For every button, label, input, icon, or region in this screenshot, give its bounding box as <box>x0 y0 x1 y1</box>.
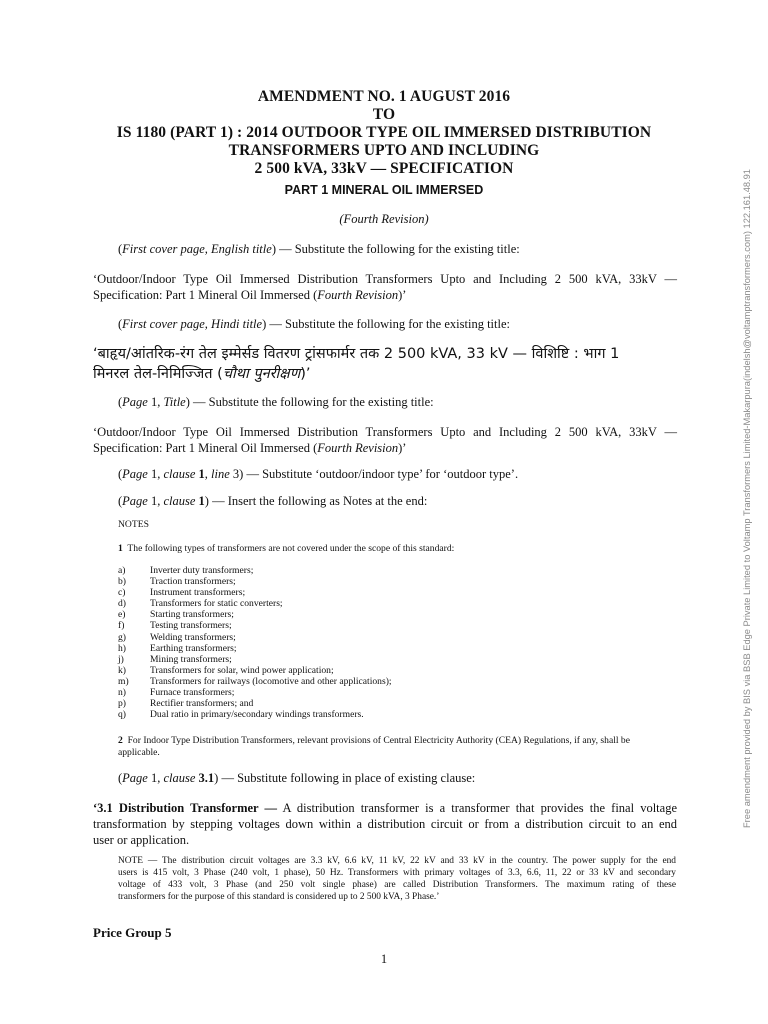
definition-line-3: user or application. <box>93 833 190 847</box>
item-letter: d) <box>118 598 126 610</box>
note-2 <box>118 735 676 747</box>
english-title-line-1: ‘Outdoor/Indoor Type Oil Immersed Distribution Transformers Upto and Including 2 500 kVA, 33kV — <box>93 272 677 286</box>
text: )’ <box>398 441 407 455</box>
amendment-title <box>0 88 768 178</box>
ref-clause-num: 1 <box>198 494 205 508</box>
title-line: AMENDMENT NO. 1 AUGUST 2016 <box>257 88 511 105</box>
part-subtitle: PART 1 MINERAL OIL IMMERSED <box>284 183 484 197</box>
item-letter: m) <box>118 675 129 687</box>
page1-title-line-2 <box>93 440 677 456</box>
item-letter: c) <box>118 587 126 599</box>
definition-line-2: transformation by stepping voltages down within a distribution circuit or from a distribution circuit to an end <box>93 817 677 831</box>
ref-num: 1, <box>147 467 164 481</box>
instruction-page1-title: (Page 1, Title) — Substitute the following for the existing title: <box>118 395 434 409</box>
text: )’ <box>398 288 407 302</box>
ref-clause: clause <box>163 494 196 508</box>
item-text: Starting transformers; <box>150 609 234 621</box>
item-letter: g) <box>118 631 126 643</box>
text: )’ <box>300 366 311 382</box>
note-1 <box>118 543 454 555</box>
item-letter: a) <box>118 565 126 576</box>
item-text: Earthing transformers; <box>150 642 237 654</box>
definition-note-line-4: transformers for the purpose of this standard is considered up to 2 500 kVA, 3 Phase.’ <box>118 892 440 902</box>
instruction-text: — Substitute the following for the existing title: <box>189 395 434 409</box>
item-letter: b) <box>118 576 126 588</box>
revision-label: (Fourth Revision) <box>339 212 429 226</box>
note-text: The following types of transformers are not covered under the scope of this standard: <box>127 543 455 554</box>
ref-label: Title <box>163 395 186 409</box>
ref-page: Page <box>122 494 148 508</box>
page1-title-line-1: ‘Outdoor/Indoor Type Oil Immersed Distribution Transformers Upto and Including 2 500 kVA, 33kV — <box>93 425 677 439</box>
item-text: Dual ratio in primary/secondary windings transformers. <box>150 709 364 721</box>
ref-page: Page <box>122 395 148 409</box>
text: मिनरल तेल-निमिज्जित ( <box>93 366 223 382</box>
ref-page: Page <box>122 771 148 785</box>
item-text: Furnace transformers; <box>150 687 235 699</box>
ref-num: 1, <box>147 395 164 409</box>
item-text: Transformers for solar, wind power application; <box>150 664 334 676</box>
item-text: Transformers for static converters; <box>150 598 283 610</box>
item-text: Rectifier transformers; and <box>150 698 254 710</box>
instruction-english-title: (First cover page, English title) — Substitute the following for the existing title: <box>118 242 520 256</box>
definition-line-1 <box>93 800 677 816</box>
ref-num: 1, <box>147 771 164 785</box>
note-number: 1 <box>118 543 123 554</box>
instruction-hindi-title: (First cover page, Hindi title) — Substitute the following for the existing title: <box>118 317 510 331</box>
note-2-continuation: applicable. <box>118 747 160 758</box>
item-letter: p) <box>118 698 126 710</box>
ref-clause-num: 3.1 <box>198 771 215 785</box>
ref-page: Page <box>122 467 148 481</box>
instruction-text: — Substitute the following for the existing title: <box>266 317 510 331</box>
ref-clause: clause <box>163 771 196 785</box>
item-text: Mining transformers; <box>150 653 232 665</box>
revision-text: Fourth Revision <box>317 441 399 455</box>
page-number: 1 <box>380 952 388 966</box>
item-letter: h) <box>118 642 126 654</box>
title-line: TRANSFORMERS UPTO AND INCLUDING <box>228 142 540 159</box>
item-letter: q) <box>118 709 126 721</box>
title-line: TO <box>372 106 396 123</box>
item-text: Testing transformers; <box>150 620 232 632</box>
note-number: 2 <box>118 735 123 746</box>
instruction-clause1-line3: (Page 1, clause 1, line 3) — Substitute ‘outdoor/indoor type’ for ‘outdoor type’. <box>118 467 519 481</box>
instruction-text: — Insert the following as Notes at the end: <box>208 494 428 508</box>
ref-line: line <box>211 467 230 481</box>
title-line: IS 1180 (PART 1) : 2014 OUTDOOR TYPE OIL IMMERSED DISTRIBUTION <box>116 124 652 141</box>
item-letter: f) <box>118 620 125 632</box>
notes-heading: NOTES <box>118 519 149 530</box>
definition-note-line-1: NOTE — The distribution circuit voltages are 3.3 kV, 6.6 kV, 11 kV, 22 kV and 33 kV in the country. The power supply for the end <box>118 856 676 866</box>
item-text: Welding transformers; <box>150 631 236 643</box>
instruction-text: — Substitute the following for the existing title: <box>275 242 520 256</box>
item-text: Traction transformers; <box>150 576 236 588</box>
note-text: For Indoor Type Distribution Transformers, relevant provisions of Central Electricity Authority (CEA) Regulations, if any, shall be <box>127 735 630 746</box>
item-text: Inverter duty transformers; <box>150 565 254 576</box>
price-group: Price Group 5 <box>93 925 172 940</box>
instruction-clause31: (Page 1, clause 3.1) — Substitute following in place of existing clause: <box>118 771 476 785</box>
text: Specification: Part 1 Mineral Oil Immersed ( <box>93 441 318 455</box>
revision-text: चौथा पुनरीक्षण <box>222 366 301 382</box>
ref-num: 1, <box>147 494 164 508</box>
text: Specification: Part 1 Mineral Oil Immersed ( <box>93 288 318 302</box>
hindi-title-line-2 <box>93 364 677 384</box>
definition-text: A distribution transformer is a transformer that provides the final voltage <box>277 801 677 815</box>
title-line: 2 500 kVA, 33kV — SPECIFICATION <box>254 160 514 177</box>
hindi-title-line-1: ‘बाहृय/आंतरिक-रंग तेल इम्मेर्सड वितरण ट्रांसफार्मर तक 2 500 kVA, 33 kV — विशिष्टि : भाग 1 <box>93 346 620 362</box>
english-title-line-2 <box>93 287 677 303</box>
reference: First cover page, English title <box>122 242 272 256</box>
definition-note-line-2: users is 415 volt, 3 Phase (240 volt, 1 phase), 50 Hz. Transformers with primary voltages of 3.3, 6.6, 11, 22 or 33 kV and secondary <box>118 868 676 878</box>
ref-line-num: 3 <box>229 467 240 481</box>
reference: First cover page, Hindi title <box>122 317 263 331</box>
definition-term: ‘3.1 Distribution Transformer — <box>93 801 278 815</box>
instruction-text: — Substitute following in place of existing clause: <box>218 771 476 785</box>
definition-note-line-3: voltage of 433 volt, 3 Phase (and 250 volt single phase) are called Distribution Transformers. The maximum rating of these <box>118 880 676 890</box>
instruction-clause1: (Page 1, clause 1) — Insert the following as Notes at the end: <box>118 494 428 508</box>
item-text: Transformers for railways (locomotive and other applications); <box>150 675 392 687</box>
item-letter: j) <box>118 653 124 665</box>
item-letter: n) <box>118 687 126 699</box>
license-watermark: Free amendment provided by BIS via BSB Edge Private Limited to Voltamp Transformers Limited-Makarpura(indelsh@voltamptransformers.com) 122.161.48.91 <box>742 169 752 828</box>
ref-clause-num: 1 <box>198 467 205 481</box>
item-text: Instrument transformers; <box>150 587 246 599</box>
revision-text: Fourth Revision <box>317 288 399 302</box>
instruction-text: — Substitute ‘outdoor/indoor type’ for ‘outdoor type’. <box>243 467 519 481</box>
item-letter: k) <box>118 664 126 676</box>
ref-clause: clause <box>163 467 196 481</box>
item-letter: e) <box>118 609 126 621</box>
